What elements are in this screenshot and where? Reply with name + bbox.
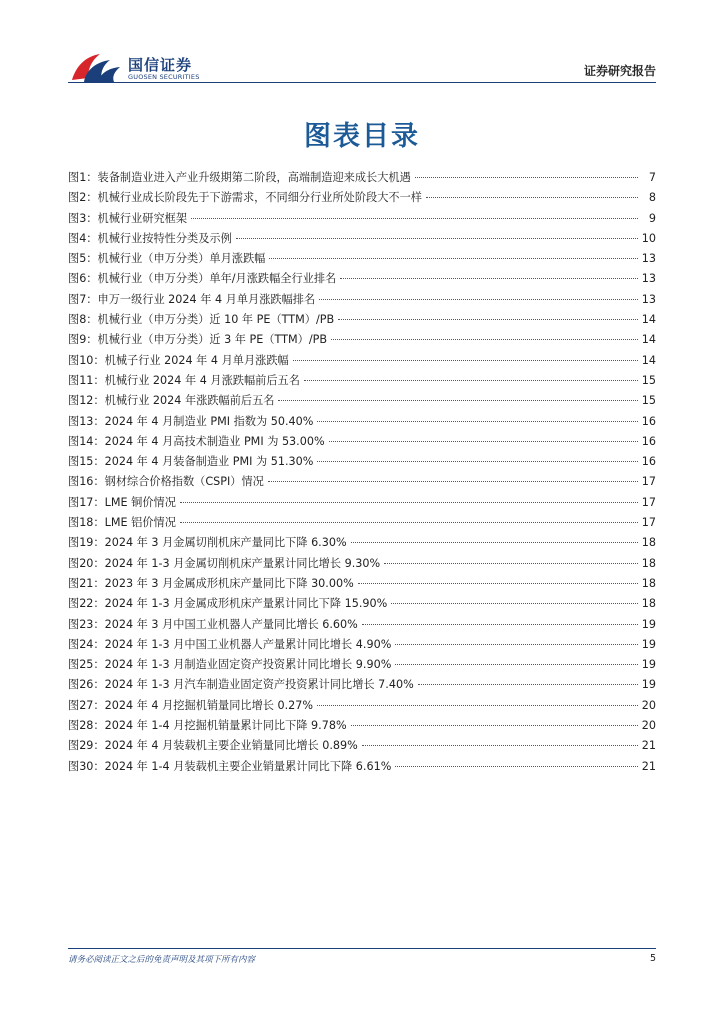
- toc-leader-dots: [269, 258, 637, 259]
- toc-entry-page: 18: [641, 576, 656, 590]
- toc-entry-page: 17: [641, 495, 656, 509]
- toc-entry-number: 图19：: [68, 536, 105, 550]
- toc-leader-dots: [395, 664, 637, 665]
- toc-entry-number: 图4：: [68, 231, 98, 245]
- toc-entry-page: 19: [641, 637, 656, 651]
- toc-entry-number: 图22：: [68, 597, 105, 611]
- toc-entry[interactable]: [68, 310, 656, 330]
- toc-entry-page: 21: [641, 739, 656, 753]
- header-divider: [68, 82, 656, 83]
- toc-entry-number: 图28：: [68, 719, 105, 733]
- toc-entry-page: 14: [641, 313, 656, 327]
- toc-entry-page: 18: [641, 536, 656, 550]
- toc-entry-number: 图20：: [68, 556, 105, 570]
- toc-leader-dots: [304, 380, 638, 381]
- toc-entry-number: 图30：: [68, 759, 105, 773]
- toc-leader-dots: [191, 218, 638, 219]
- toc-entry-title: 机械行业 2024 年涨跌幅前后五名: [104, 394, 275, 408]
- toc-entry-title: 2024 年 1-3 月汽车制造业固定资产投资累计同比增长 7.40%: [104, 678, 414, 692]
- toc-leader-dots: [317, 461, 637, 462]
- toc-entry-number: 图1：: [68, 171, 98, 184]
- toc-entry-number: 图23：: [68, 617, 105, 631]
- toc-entry-page: 17: [641, 516, 656, 530]
- toc-entry-title: 机械行业按特性分类及示例: [97, 231, 232, 245]
- guosen-logo: [70, 50, 210, 86]
- toc-leader-dots: [331, 339, 638, 340]
- toc-entry-title: 机械行业研究框架: [97, 211, 188, 225]
- toc-entry[interactable]: [68, 188, 656, 208]
- toc-entry[interactable]: [68, 736, 656, 756]
- toc-entry-number: 图25：: [68, 658, 105, 672]
- toc-entry-page: 13: [641, 252, 656, 266]
- toc-entry-title: 机械子行业 2024 年 4 月单月涨跌幅: [104, 353, 289, 367]
- toc-leader-dots: [391, 603, 637, 604]
- toc-entry-page: 19: [641, 617, 656, 631]
- toc-entry[interactable]: [68, 513, 656, 533]
- toc-entry[interactable]: [68, 412, 656, 432]
- page-number: 5: [649, 953, 656, 964]
- toc-entry-page: 17: [641, 475, 656, 489]
- toc-entry-title: 机械行业 2024 年 4 月涨跌幅前后五名: [104, 373, 300, 387]
- toc-entry-page: 7: [648, 171, 656, 184]
- toc-entry[interactable]: [68, 533, 656, 553]
- toc-leader-dots: [395, 766, 637, 767]
- toc-leader-dots: [362, 624, 638, 625]
- toc-entry-page: 18: [641, 556, 656, 570]
- toc-entry[interactable]: [68, 269, 656, 289]
- toc-entry[interactable]: [68, 615, 656, 635]
- toc-entry-title: 机械行业成长阶段先于下游需求，不同细分行业所处阶段大不一样: [97, 191, 422, 205]
- toc-entry-page: 9: [648, 211, 656, 225]
- toc-entry-page: 8: [648, 191, 656, 205]
- toc-leader-dots: [395, 644, 637, 645]
- toc-entry[interactable]: [68, 493, 656, 513]
- toc-entry[interactable]: [68, 554, 656, 574]
- toc-entry[interactable]: [68, 594, 656, 614]
- toc-entry[interactable]: [68, 472, 656, 492]
- toc-entry-number: 图5：: [68, 252, 98, 266]
- toc-leader-dots: [180, 502, 638, 503]
- toc-entry[interactable]: [68, 452, 656, 472]
- toc-leader-dots: [180, 522, 638, 523]
- disclaimer-text: 请务必阅读正文之后的免责声明及其项下所有内容: [68, 955, 256, 965]
- toc-entry[interactable]: [68, 249, 656, 269]
- toc-entry-page: 18: [641, 597, 656, 611]
- toc-entry-number: 图17：: [68, 495, 105, 509]
- guosen-logo-icon: [70, 50, 122, 86]
- toc-entry[interactable]: [68, 209, 656, 229]
- toc-entry-title: 机械行业（申万分类）单月涨跌幅: [97, 252, 266, 266]
- footer-divider: [68, 948, 656, 949]
- toc-entry-title: 2023 年 3 月金属成形机床产量同比下降 30.00%: [104, 576, 354, 590]
- toc-entry-number: 图12：: [68, 394, 105, 408]
- toc-entry-title: 2024 年 1-4 月挖掘机销量累计同比下降 9.78%: [104, 719, 347, 733]
- toc-entry-number: 图21：: [68, 576, 105, 590]
- toc-entry-page: 19: [641, 678, 656, 692]
- toc-leader-dots: [338, 319, 638, 320]
- toc-leader-dots: [415, 177, 638, 178]
- toc-leader-dots: [329, 441, 638, 442]
- toc-leader-dots: [319, 299, 638, 300]
- toc-entry-page: 20: [641, 719, 656, 733]
- toc-leader-dots: [362, 745, 638, 746]
- toc-leader-dots: [278, 400, 637, 401]
- toc-entry-title: 装备制造业进入产业升级期第二阶段，高端制造迎来成长大机遇: [97, 171, 411, 184]
- toc-entry-page: 15: [641, 373, 656, 387]
- toc-entry-title: 机械行业（申万分类）近 10 年 PE（TTM）/PB: [97, 313, 335, 327]
- toc-entry-title: 2024 年 4 月高技术制造业 PMI 为 53.00%: [104, 434, 325, 448]
- page-title: 图表目录: [304, 121, 420, 152]
- toc-entry-number: 图24：: [68, 637, 105, 651]
- toc-entry-number: 图13：: [68, 414, 105, 428]
- toc-entry-page: 13: [641, 292, 656, 306]
- toc-entry[interactable]: [68, 330, 656, 350]
- toc-entry-page: 16: [641, 434, 656, 448]
- toc-leader-dots: [418, 684, 638, 685]
- toc-leader-dots: [317, 705, 638, 706]
- toc-leader-dots: [426, 197, 638, 198]
- toc-entry-page: 16: [641, 414, 656, 428]
- toc-entry-title: 2024 年 3 月金属切削机床产量同比下降 6.30%: [104, 536, 347, 550]
- toc-entry-title: LME 铝价情况: [104, 516, 176, 530]
- toc-entry-page: 13: [641, 272, 656, 286]
- toc-entry-number: 图2：: [68, 191, 98, 205]
- toc-entry-title: 申万一级行业 2024 年 4 月单月涨跌幅排名: [97, 292, 316, 306]
- toc-entry[interactable]: [68, 655, 656, 675]
- toc-entry[interactable]: [68, 290, 656, 310]
- toc-entry-title: 2024 年 4 月装备制造业 PMI 为 51.30%: [104, 455, 314, 469]
- toc-leader-dots: [340, 278, 638, 279]
- toc-leader-dots: [293, 360, 638, 361]
- toc-entry-title: 机械行业（申万分类）近 3 年 PE（TTM）/PB: [97, 333, 328, 347]
- toc-entry-title: 2024 年 4 月制造业 PMI 指数为 50.40%: [104, 414, 314, 428]
- toc-entry-title: 2024 年 4 月装载机主要企业销量同比增长 0.89%: [104, 739, 358, 753]
- toc-entry-title: 2024 年 1-3 月制造业固定资产投资累计同比增长 9.90%: [104, 658, 392, 672]
- toc-entry-page: 15: [641, 394, 656, 408]
- toc-entry-title: LME 铜价情况: [104, 495, 176, 509]
- toc-entry-number: 图26：: [68, 678, 105, 692]
- toc-leader-dots: [317, 421, 637, 422]
- toc-entry-page: 19: [641, 658, 656, 672]
- toc-leader-dots: [268, 481, 638, 482]
- logo-english-name: GUOSEN SECURITIES: [128, 73, 200, 81]
- toc-leader-dots: [358, 583, 638, 584]
- toc-entry-title: 机械行业（申万分类）单年/月涨跌幅全行业排名: [97, 272, 337, 286]
- toc-leader-dots: [351, 725, 638, 726]
- toc-leader-dots: [384, 563, 638, 564]
- toc-entry-title: 2024 年 1-4 月装载机主要企业销量累计同比下降 6.61%: [104, 759, 392, 773]
- toc-entry-number: 图15：: [68, 455, 105, 469]
- toc-entry-page: 16: [641, 455, 656, 469]
- toc-entry-number: 图8：: [68, 313, 98, 327]
- toc-entry[interactable]: [68, 675, 656, 695]
- toc-entry-number: 图11：: [68, 373, 105, 387]
- toc-entry-number: 图16：: [68, 475, 105, 489]
- toc-entry-number: 图9：: [68, 333, 98, 347]
- toc-entry-number: 图29：: [68, 739, 105, 753]
- toc-entry-number: 图14：: [68, 434, 105, 448]
- toc-entry[interactable]: [68, 351, 656, 371]
- toc-entry[interactable]: [68, 716, 656, 736]
- toc-entry-number: 图7：: [68, 292, 98, 306]
- toc-entry-title: 2024 年 1-3 月中国工业机器人产量累计同比增长 4.90%: [104, 637, 392, 651]
- toc-entry-page: 14: [641, 333, 656, 347]
- toc-entry[interactable]: [68, 432, 656, 452]
- toc-entry-page: 14: [641, 353, 656, 367]
- page-header: [0, 0, 724, 90]
- toc-entry-page: 21: [641, 759, 656, 773]
- toc-entry[interactable]: [68, 757, 656, 777]
- report-type-label: 证券研究报告: [583, 64, 656, 78]
- toc-entry-title: 2024 年 1-3 月金属切削机床产量累计同比增长 9.30%: [104, 556, 381, 570]
- toc-entry[interactable]: [68, 229, 656, 249]
- toc-entry[interactable]: [68, 371, 656, 391]
- toc-entry-title: 2024 年 1-3 月金属成形机床产量累计同比下降 15.90%: [104, 597, 388, 611]
- figure-table-of-contents: [68, 168, 656, 777]
- toc-entry-number: 图18：: [68, 516, 105, 530]
- logo-chinese-name: 国信证券: [128, 56, 193, 74]
- toc-entry[interactable]: [68, 168, 656, 188]
- toc-entry-number: 图10：: [68, 353, 105, 367]
- toc-entry-title: 钢材综合价格指数（CSPI）情况: [104, 475, 264, 489]
- toc-entry-page: 10: [641, 231, 656, 245]
- toc-entry[interactable]: [68, 391, 656, 411]
- toc-entry[interactable]: [68, 635, 656, 655]
- toc-entry-number: 图6：: [68, 272, 98, 286]
- toc-entry-page: 20: [641, 698, 656, 712]
- toc-leader-dots: [351, 542, 638, 543]
- toc-leader-dots: [236, 238, 638, 239]
- toc-entry[interactable]: [68, 574, 656, 594]
- toc-entry-title: 2024 年 4 月挖掘机销量同比增长 0.27%: [104, 698, 314, 712]
- toc-entry-title: 2024 年 3 月中国工业机器人产量同比增长 6.60%: [104, 617, 358, 631]
- toc-entry[interactable]: [68, 696, 656, 716]
- toc-entry-number: 图3：: [68, 211, 98, 225]
- toc-entry-number: 图27：: [68, 698, 105, 712]
